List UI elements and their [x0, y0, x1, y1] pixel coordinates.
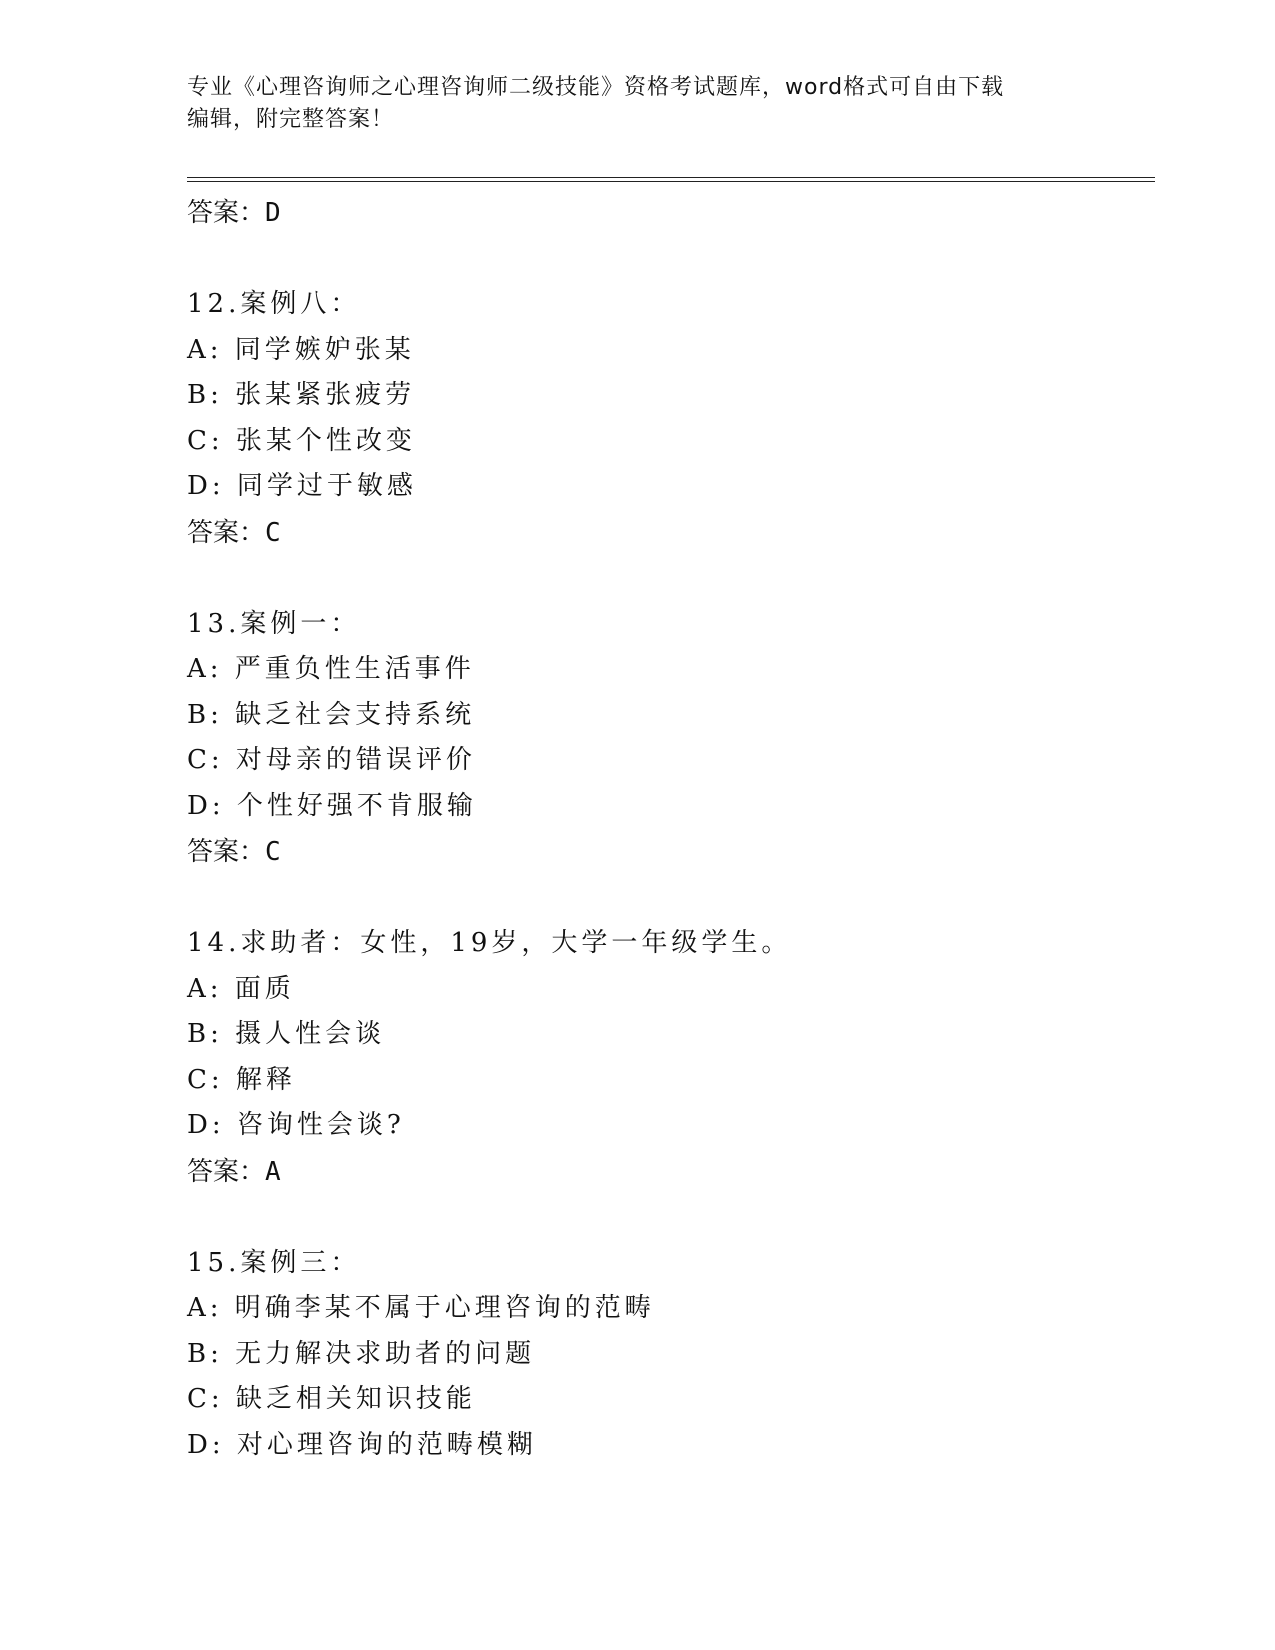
- question-block: [187, 282, 1147, 556]
- spacer: [187, 556, 1147, 602]
- answer-value: C: [265, 517, 281, 548]
- answer-label: 答案：: [187, 837, 266, 867]
- option-b: B: 张某紧张疲劳: [187, 380, 416, 410]
- option-c: C: 缺乏相关知识技能: [187, 1384, 476, 1414]
- option-a: A: 明确李某不属于心理咨询的范畴: [187, 1293, 655, 1323]
- answer-value: D: [265, 198, 281, 228]
- option-d: D: 个性好强不肯服输: [187, 790, 477, 821]
- answer-line: [187, 829, 1147, 875]
- header-line-1: 专业《心理咨询师之心理咨询师二级技能》资格考试题库，word格式可自由下载: [187, 75, 1005, 100]
- answer-label: 答案：: [187, 1156, 266, 1187]
- option-c: C: 张某个性改变: [187, 425, 416, 456]
- question-stem: 12.案例八：: [187, 289, 361, 319]
- option-c: C: 解释: [187, 1064, 296, 1095]
- option-d: D: 同学过于敏感: [187, 471, 417, 501]
- document-header: [187, 72, 1087, 136]
- question-stem: 14.求助者：女性，19岁，大学一年级学生。: [187, 928, 792, 958]
- answer-value: C: [265, 837, 281, 867]
- option-c: C: 对母亲的错误评价: [187, 745, 476, 775]
- option-b: B: 缺乏社会支持系统: [187, 699, 476, 730]
- option-a: A: 严重负性生活事件: [187, 654, 475, 684]
- option-a: A: 面质: [187, 973, 295, 1004]
- question-stem: 15.案例三：: [187, 1247, 361, 1278]
- question-block: [187, 1241, 1147, 1469]
- option-d: D: 咨询性会谈?: [187, 1110, 405, 1140]
- spacer: [187, 1195, 1147, 1241]
- option-b: B: 无力解决求助者的问题: [187, 1338, 536, 1369]
- spacer: [187, 875, 1147, 921]
- header-line-2: 编辑，附完整答案！: [187, 107, 395, 132]
- header-divider: [187, 177, 1155, 182]
- option-a: A: 同学嫉妒张某: [187, 334, 415, 365]
- answer-label: 答案：: [187, 517, 266, 548]
- spacer: [187, 236, 1147, 282]
- answer-label: 答案：: [187, 198, 266, 228]
- option-d: D: 对心理咨询的范畴模糊: [187, 1429, 537, 1460]
- question-block: [187, 602, 1147, 876]
- answer-line: [187, 510, 1147, 556]
- question-stem: 13.案例一：: [187, 608, 361, 639]
- answer-line: [187, 190, 1147, 236]
- answer-line: [187, 1149, 1147, 1195]
- option-b: B: 摄人性会谈: [187, 1019, 386, 1049]
- question-list: [187, 190, 1147, 1468]
- question-block: [187, 921, 1147, 1195]
- answer-value: A: [265, 1156, 281, 1187]
